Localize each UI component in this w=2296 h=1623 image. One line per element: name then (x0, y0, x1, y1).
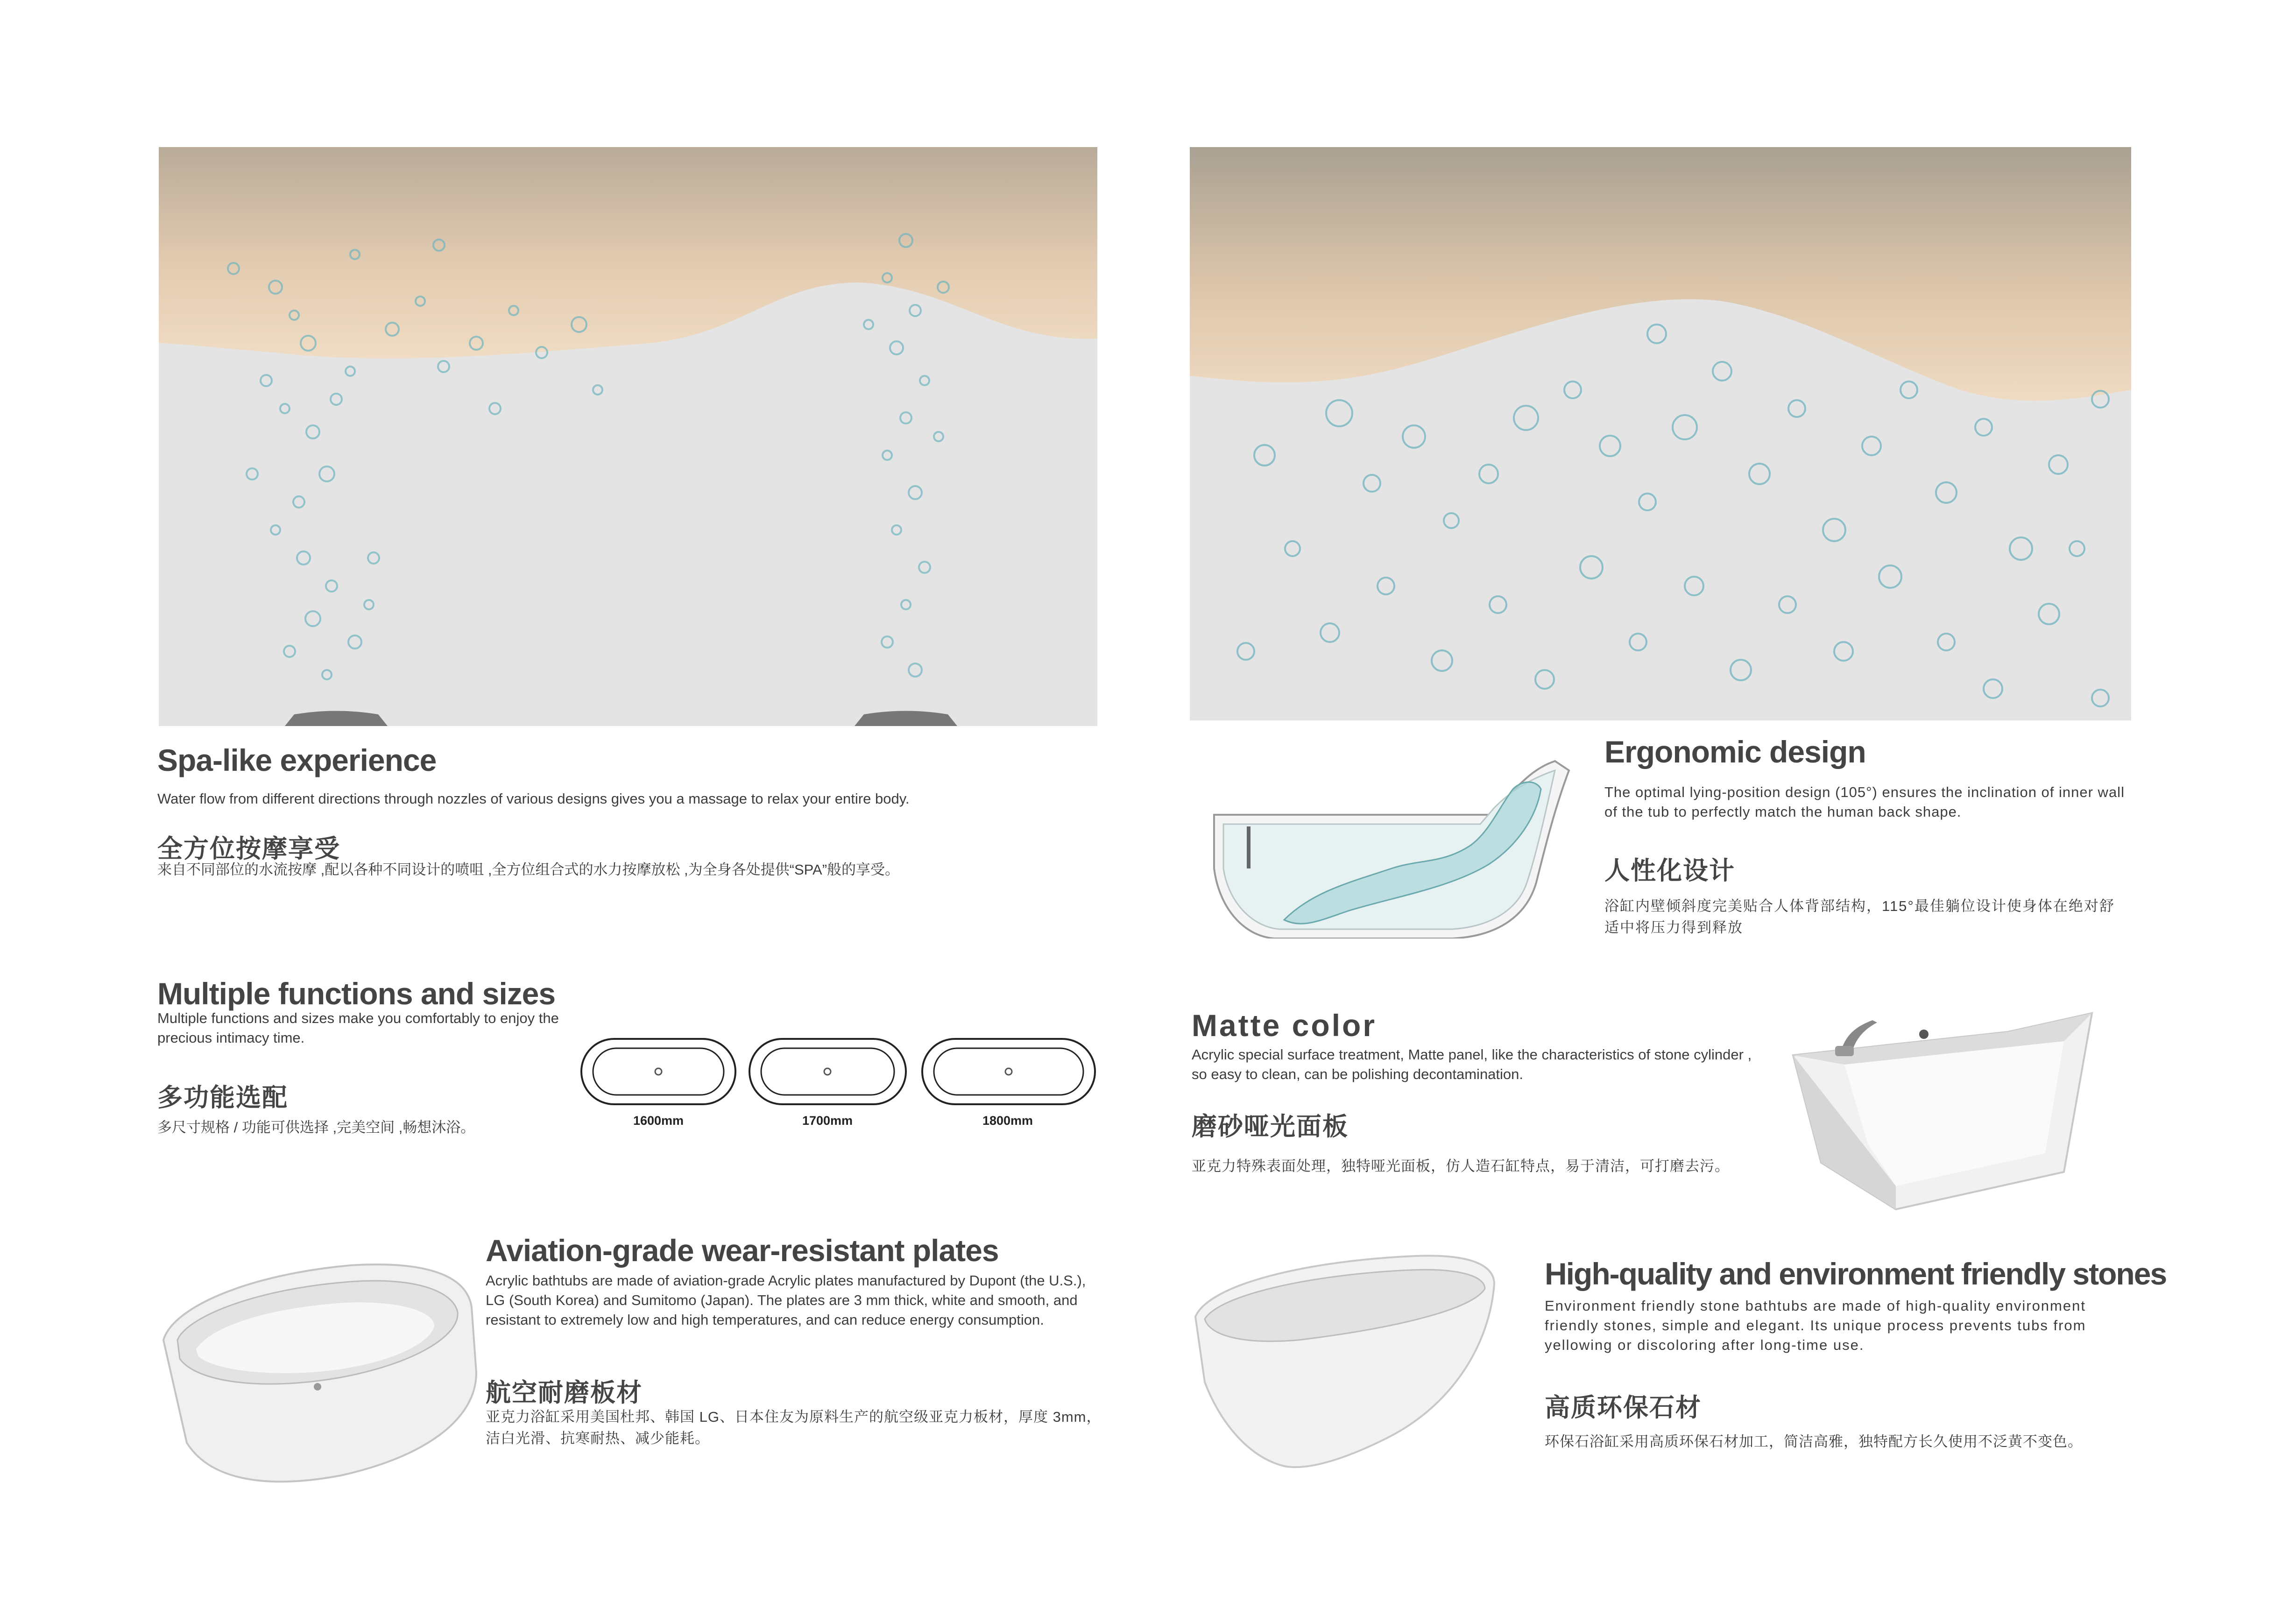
matte-tub-image (1784, 985, 2101, 1214)
size-1600-diagram (579, 1037, 738, 1107)
aviation-text-en: Acrylic bathtubs are made of aviation-grade Acrylic plates manufactured by Dupont (the U.S.), LG (South Korea) and Sumitomo (Japan). The plates are 3 mm thick, white and smooth, and resistant to extremely low and high temperatures, and can reduce energy consumption. (486, 1272, 1086, 1328)
ergonomic-title-en: Ergonomic design (1604, 734, 1866, 769)
stones-title-cn: 高质环保石材 (1545, 1394, 1702, 1422)
stone-tub-image (1191, 1251, 1499, 1471)
ergonomic-tub-image (1209, 752, 1574, 939)
stones-title-en: High-quality and environment friendly stones (1545, 1256, 2167, 1291)
multi-text-cn: 多尺寸规格 / 功能可供选择 ,完美空间 ,畅想沐浴。 (157, 1119, 475, 1136)
spa-text-cn: 来自不同部位的水流按摩 ,配以各种不同设计的喷咀 ,全方位组合式的水力按摩放松 ,为全身各处提供“SPA”般的享受。 (157, 861, 900, 878)
stones-text-cn: 环保石浴缸采用高质环保石材加工，简洁高雅，独特配方长久使用不泛黄不变色。 (1545, 1433, 2083, 1450)
multi-title-cn: 多功能选配 (157, 1084, 288, 1112)
size-1800-diagram (920, 1037, 1097, 1107)
aviation-title-cn: 航空耐磨板材 (486, 1379, 643, 1407)
ergonomic-title-cn: 人性化设计 (1604, 857, 1735, 885)
aviation-tub-image (154, 1256, 481, 1489)
stones-text-en: Environment friendly stone bathtubs are made of high-quality environment friendly stones, simple and elegant. Its unique process prevents tubs from yellowing or discoloring after long-time use. (1545, 1298, 2086, 1353)
spa-title-cn: 全方位按摩享受 (157, 835, 340, 863)
spa-jets-image (159, 147, 1097, 726)
aviation-text-cn: 亚克力浴缸采用美国杜邦、韩国 LG、日本住友为原料生产的航空级亚克力板材，厚度 3mm，洁白光滑、抗寒耐热、减少能耗。 (486, 1409, 1102, 1447)
size-1700-diagram (747, 1037, 908, 1107)
matte-text-cn: 亚克力特殊表面处理，独特哑光面板，仿人造石缸特点，易于清洁，可打磨去污。 (1192, 1158, 1730, 1174)
ergonomic-text-en: The optimal lying-position design (105°) ensures the inclination of inner wall of the tub to perfectly match the human back shape. (1604, 784, 2125, 820)
size-label-1700: 1700mm (802, 1114, 853, 1128)
matte-text-en: Acrylic special surface treatment, Matte panel, like the characteristics of stone cylinder , so easy to clean, can be polishing decontamination. (1192, 1046, 1752, 1082)
aviation-title-en: Aviation-grade wear-resistant plates (486, 1233, 999, 1268)
matte-title-cn: 磨砂哑光面板 (1192, 1113, 1349, 1141)
ergonomic-text-cn: 浴缸内壁倾斜度完美贴合人体背部结构，115°最佳躺位设计使身体在绝对舒适中将压力得到释放 (1604, 898, 2115, 936)
multi-text-en: Multiple functions and sizes make you comfortably to enjoy the precious intimacy time. (157, 1010, 559, 1046)
multi-title-en: Multiple functions and sizes (157, 976, 556, 1011)
spa-text-en: Water flow from different directions through nozzles of various designs gives you a massage to relax your entire body. (157, 790, 910, 807)
ergonomic-bubbles-image (1190, 147, 2131, 720)
matte-title-en: Matte color (1192, 1008, 1377, 1043)
size-label-1600: 1600mm (633, 1114, 684, 1128)
size-label-1800: 1800mm (982, 1114, 1033, 1128)
spa-title-en: Spa-like experience (157, 743, 437, 777)
